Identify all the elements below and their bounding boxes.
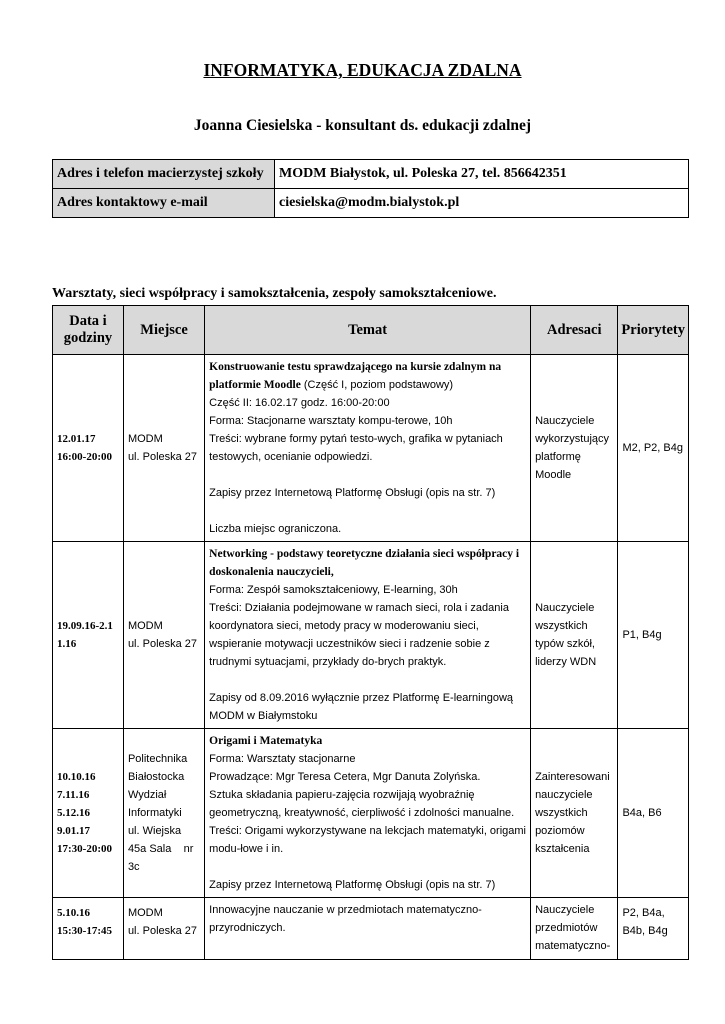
row-priorities: P1, B4g bbox=[618, 542, 689, 729]
header-audience: Adresaci bbox=[531, 306, 618, 355]
row-date bbox=[53, 729, 124, 898]
place-line: ul. Poleska 27 bbox=[127, 451, 198, 463]
topic-line: Część II: 16.02.17 godz. 16:00-20:00 bbox=[209, 397, 390, 409]
row-place bbox=[123, 542, 204, 729]
place-line: ul. Wiejska bbox=[127, 825, 182, 837]
topic-note: Zapisy przez Internetową Platformę Obsługi (opis na str. 7) bbox=[209, 487, 496, 499]
contact-row-address bbox=[53, 160, 689, 189]
place-line: 3c bbox=[127, 861, 140, 873]
header-place: Miejsce bbox=[123, 306, 204, 355]
place-line: MODM bbox=[127, 907, 163, 919]
topic-line: Forma: Stacjonarne warsztaty kompu-terowe, 10h bbox=[209, 415, 453, 427]
topic-line: Treści: Origami wykorzystywane na lekcjach matematyki, origami modu-łowe i in. bbox=[209, 825, 527, 855]
row-place bbox=[123, 898, 204, 960]
topic-bold: Networking - podstawy teoretyczne działania sieci współpracy i doskonalenia nauczycieli, bbox=[209, 548, 520, 578]
row-audience: Nauczyciele przedmiotów matematyczno- bbox=[531, 898, 618, 960]
date-line: 5.10.16 bbox=[57, 907, 90, 919]
topic-line: Forma: Zespół samokształceniowy, E-learning, 30h bbox=[209, 584, 458, 596]
header-priorities: Priorytety bbox=[618, 306, 689, 355]
row-date bbox=[53, 542, 124, 729]
topic-line: Forma: Warsztaty stacjonarne bbox=[209, 753, 356, 765]
address-value: MODM Białystok, ul. Poleska 27, tel. 856642351 bbox=[275, 160, 689, 189]
date-line: 1.16 bbox=[57, 638, 77, 650]
table-row bbox=[53, 898, 689, 960]
row-place bbox=[123, 729, 204, 898]
date-line: 9.01.17 bbox=[57, 825, 90, 837]
row-priorities: B4a, B6 bbox=[618, 729, 689, 898]
row-audience: Nauczyciele wykorzystujący platformę Moodle bbox=[531, 355, 618, 542]
row-place bbox=[123, 355, 204, 542]
place-line: Białostocka bbox=[127, 771, 185, 783]
topic-line: Treści: Działania podejmowane w ramach sieci, rola i zadania koordynatora sieci, metody pracy w moderowaniu sieci, wspieranie motywacji uczestników sieci i radzenie sobie z trudnymi sytuacjami, przykłady do-brych praktyk. bbox=[209, 602, 509, 668]
row-date bbox=[53, 355, 124, 542]
place-line: ul. Poleska 27 bbox=[127, 925, 198, 937]
topic-line: Treści: wybrane formy pytań testo-wych, grafika w pytaniach testowych, ocenianie odpowiedzi. bbox=[209, 433, 503, 463]
topic-bold: Origami i Matematyka bbox=[209, 735, 323, 747]
table-row bbox=[53, 729, 689, 898]
place-line: 45a Sala nr bbox=[127, 843, 194, 855]
row-date bbox=[53, 898, 124, 960]
page-title: INFORMATYKA, EDUKACJA ZDALNA bbox=[203, 60, 522, 80]
header-date: Data i godziny bbox=[53, 306, 124, 355]
contact-table bbox=[52, 159, 689, 218]
header-topic: Temat bbox=[205, 306, 531, 355]
date-line: 19.09.16-2.1 bbox=[57, 620, 113, 632]
contact-row-email bbox=[53, 189, 689, 218]
row-priorities: M2, P2, B4g bbox=[618, 355, 689, 542]
date-line: 12.01.17 bbox=[57, 433, 96, 445]
row-audience: Zainteresowani nauczyciele wszystkich poziomów kształcenia bbox=[531, 729, 618, 898]
row-topic bbox=[205, 898, 531, 960]
row-topic bbox=[205, 355, 531, 542]
table-row bbox=[53, 355, 689, 542]
date-line: 7.11.16 bbox=[57, 789, 90, 801]
topic-note: Zapisy od 8.09.2016 wyłącznie przez Platformę E-learningową MODM w Białymstoku bbox=[209, 692, 514, 722]
table-row bbox=[53, 542, 689, 729]
table-header bbox=[53, 306, 689, 355]
row-priorities: P2, B4a, B4b, B4g bbox=[618, 898, 689, 960]
place-line: Informatyki bbox=[127, 807, 182, 819]
section-title: Warsztaty, sieci współpracy i samokształcenia, zespoły samokształceniowe. bbox=[52, 286, 497, 301]
topic-line: Innowacyjne nauczanie w przedmiotach matematyczno-przyrodniczych. bbox=[209, 904, 482, 934]
place-line: MODM bbox=[127, 433, 163, 445]
page-subtitle: Joanna Ciesielska - konsultant ds. edukacji zdalnej bbox=[193, 117, 532, 134]
address-label: Adres i telefon macierzystej szkoły bbox=[53, 160, 275, 189]
workshops-table bbox=[52, 305, 689, 960]
topic-note: Liczba miejsc ograniczona. bbox=[209, 523, 342, 535]
place-line: Politechnika bbox=[127, 753, 188, 765]
email-value: ciesielska@modm.bialystok.pl bbox=[275, 189, 689, 218]
place-line: MODM bbox=[127, 620, 163, 632]
topic-heading bbox=[209, 358, 526, 394]
row-audience: Nauczyciele wszystkich typów szkół, liderzy WDN bbox=[531, 542, 618, 729]
row-topic bbox=[205, 542, 531, 729]
date-line: 16:00-20:00 bbox=[57, 451, 112, 463]
topic-note: Zapisy przez Internetową Platformę Obsługi (opis na str. 7) bbox=[209, 879, 496, 891]
date-line: 10.10.16 bbox=[57, 771, 96, 783]
date-line: 15:30-17:45 bbox=[57, 925, 112, 937]
date-line: 17:30-20:00 bbox=[57, 843, 112, 855]
email-label: Adres kontaktowy e-mail bbox=[53, 189, 275, 218]
topic-line: Prowadzące: Mgr Teresa Cetera, Mgr Danuta Zolyńska. bbox=[209, 771, 481, 783]
topic-line: Sztuka składania papieru-zajęcia rozwijają wyobraźnię geometryczną, kreatywność, cierpliwość i zdolności manualne. bbox=[209, 789, 515, 819]
date-line: 5.12.16 bbox=[57, 807, 90, 819]
place-line: ul. Poleska 27 bbox=[127, 638, 198, 650]
place-line: Wydział bbox=[127, 789, 167, 801]
row-topic bbox=[205, 729, 531, 898]
topic-suffix: (Część I, poziom podstawowy) bbox=[300, 379, 454, 391]
topic-bold: Konstruowanie testu sprawdzającego na kursie zdalnym na platformie Moodle bbox=[209, 361, 502, 391]
